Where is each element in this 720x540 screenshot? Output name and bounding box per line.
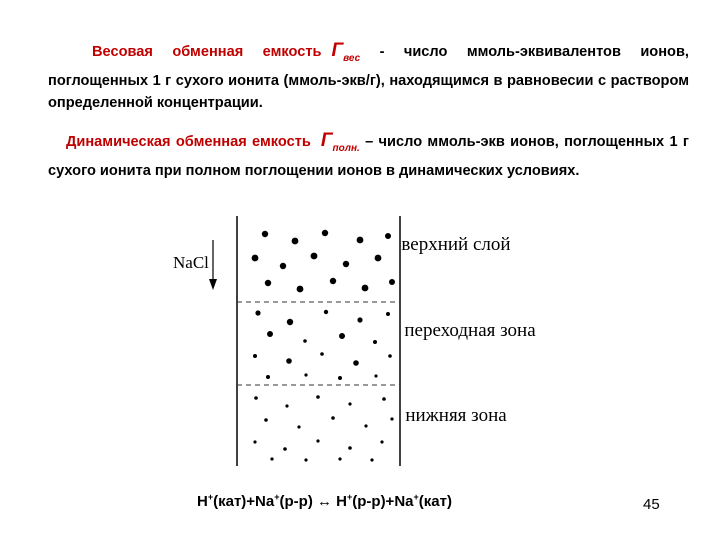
resin-particle	[362, 285, 369, 292]
resin-particle	[348, 402, 351, 405]
resin-particle	[370, 458, 373, 461]
resin-particle	[348, 446, 352, 450]
resin-particle	[390, 417, 393, 420]
zone-label-lower: нижняя зона	[405, 405, 507, 426]
resin-particle	[373, 340, 377, 344]
resin-particles	[252, 230, 395, 462]
resin-particle	[380, 440, 383, 443]
resin-particle	[285, 404, 288, 407]
resin-particle	[311, 253, 318, 260]
definition-dynamic-capacity	[48, 130, 689, 182]
resin-particle	[382, 397, 386, 401]
resin-particle	[292, 238, 299, 245]
resin-particle	[353, 360, 359, 366]
resin-particle	[255, 310, 260, 315]
resin-particle	[385, 233, 391, 239]
resin-particle	[267, 331, 273, 337]
symbol-g-static: $Г_{вес}$	[331, 40, 361, 64]
resin-particle	[322, 230, 328, 236]
resin-particle	[283, 447, 287, 451]
resin-particle	[330, 278, 336, 284]
resin-particle	[297, 425, 300, 428]
zone-label-upper: верхний слой	[401, 234, 511, 255]
definition-text-1: - число ммоль-эквивалентов ионов, поглощенных 1 г сухого ионита (ммоль-экв/г), находящимся в равновесии с раствором определенной концентрации.	[48, 44, 689, 111]
resin-particle	[252, 255, 259, 262]
resin-particle	[388, 354, 392, 358]
exchange-equation: H+(кат)+Na+(р-р) ↔ H+(р-р)+Na+(кат)	[197, 492, 452, 510]
resin-particle	[343, 261, 349, 267]
symbol-g-full: $Г_{полн.}$	[320, 130, 360, 154]
resin-particle	[364, 424, 367, 427]
resin-particle	[324, 310, 328, 314]
resin-particle	[320, 352, 324, 356]
resin-particle	[265, 280, 271, 286]
arrow-head-icon	[209, 279, 217, 290]
resin-particle	[270, 457, 273, 460]
resin-particle	[316, 439, 319, 442]
resin-particle	[254, 396, 258, 400]
resin-particle	[386, 312, 390, 316]
resin-particle	[338, 376, 342, 380]
resin-particle	[304, 458, 307, 461]
resin-particle	[316, 395, 320, 399]
term-dynamic-capacity: Динамическая обменная емкость	[66, 134, 311, 150]
resin-particle	[280, 263, 286, 269]
resin-particle	[253, 354, 257, 358]
resin-particle	[375, 255, 382, 262]
definition-static-capacity	[48, 40, 689, 114]
resin-particle	[264, 418, 268, 422]
resin-particle	[331, 416, 335, 420]
zone-label-transition: переходная зона	[404, 320, 536, 341]
resin-particle	[338, 457, 341, 460]
term-static-capacity: Весовая обменная емкость	[92, 44, 322, 60]
inlet-label: NaCl	[173, 253, 209, 272]
resin-particle	[286, 358, 292, 364]
resin-particle	[304, 373, 307, 376]
resin-particle	[374, 374, 377, 377]
resin-particle	[357, 237, 364, 244]
page-number: 45	[643, 496, 660, 513]
resin-particle	[297, 286, 304, 293]
resin-particle	[389, 279, 395, 285]
definition-text-2: – число ммоль-экв ионов, поглощенных 1 г сухого ионита при полном поглощении ионов в динамических условиях.	[48, 134, 689, 179]
resin-particle	[339, 333, 345, 339]
resin-particle	[253, 440, 256, 443]
resin-particle	[266, 375, 270, 379]
resin-particle	[357, 317, 362, 322]
resin-particle	[303, 339, 307, 343]
resin-particle	[287, 319, 293, 325]
resin-particle	[262, 231, 268, 237]
